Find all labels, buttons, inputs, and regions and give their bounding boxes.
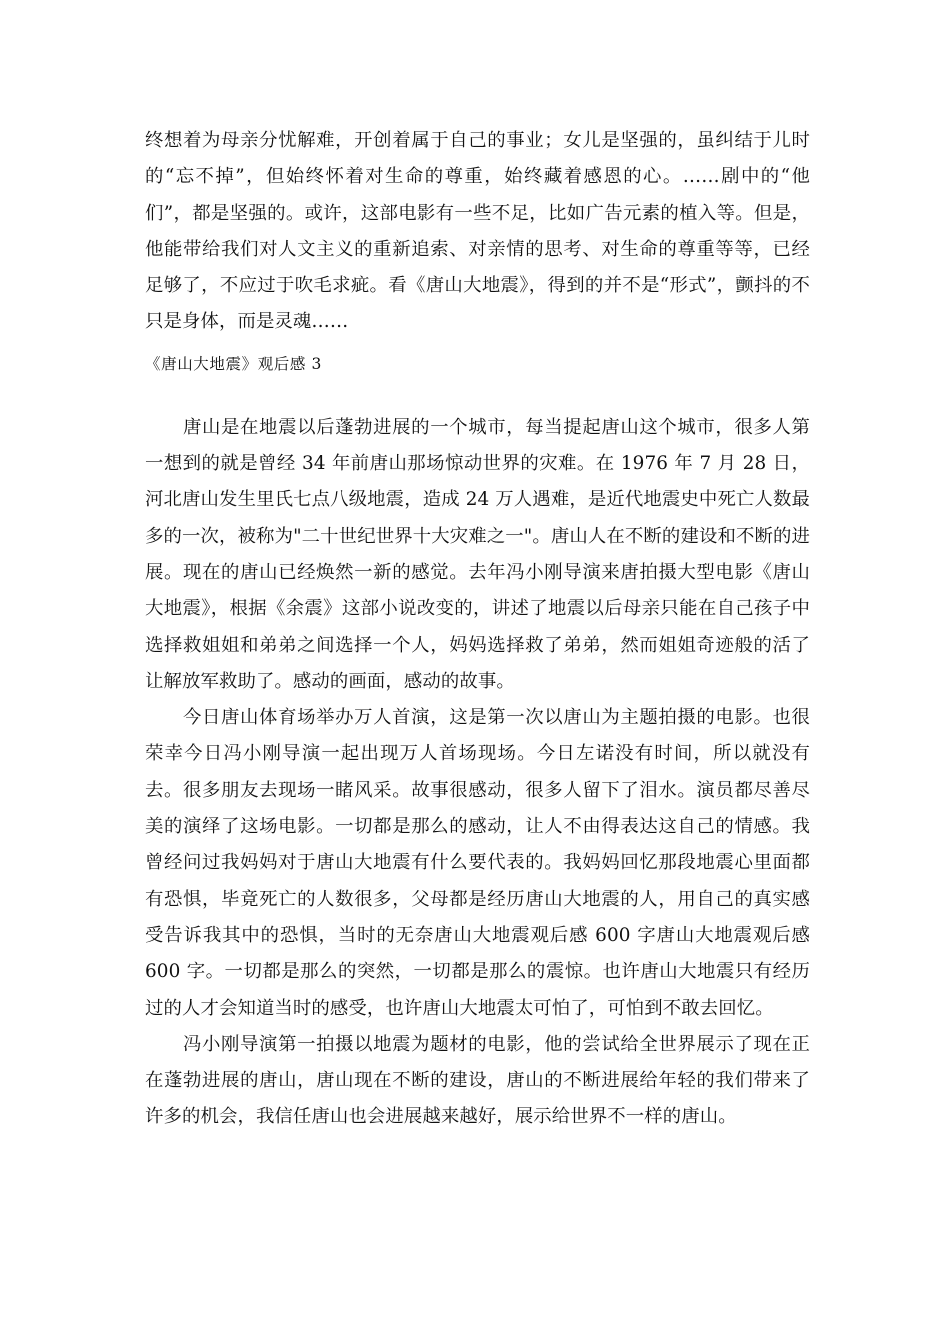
document-body [145,123,810,1136]
body-paragraph-1: 唐山是在地震以后蓬勃进展的一个城市，每当提起唐山这个城市，很多人第一想到的就是曾经 34 年前唐山那场惊动世界的灾难。在 1976 年 7 月 28 日，河北唐山发生里氏七点八级地震，造成 24 万人遇难，是近代地震史中死亡人数最多的一次，被称为"二十世纪世界十大灾难之一"。唐山人在不断的建设和不断的进展。现在的唐山已经焕然一新的感觉。去年冯小刚导演来唐拍摄大型电影《唐山大地震》，根据《余震》这部小说改变的，讲述了地震以后母亲只能在自己孩子中选择救姐姐和弟弟之间选择一个人，妈妈选择救了弟弟，然而姐姐奇迹般的活了让解放军救助了。感动的画面，感动的故事。 [145,416,810,692]
intro-paragraph: 终想着为母亲分忧解难，开创着属于自己的事业；女儿是坚强的，虽纠结于儿时的“忘不掉”，但始终怀着对生命的尊重，始终藏着感恩的心。……剧中的“他们”，都是坚强的。或许，这部电影有一些不足，比如广告元素的植入等。但是，他能带给我们对人文主义的重新追索、对亲情的思考、对生命的尊重等等，已经足够了，不应过于吹毛求疵。看《唐山大地震》，得到的并不是“形式”，颤抖的不只是身体，而是灵魂…… [145,130,810,333]
body-paragraph-2: 今日唐山体育场举办万人首演，这是第一次以唐山为主题拍摄的电影。也很荣幸今日冯小刚导演一起出现万人首场现场。今日左诺没有时间，所以就没有去。很多朋友去现场一睹风采。故事很感动，很多人留下了泪水。演员都尽善尽美的演绎了这场电影。一切都是那么的感动，让人不由得表达这自己的情感。我曾经问过我妈妈对于唐山大地震有什么要代表的。我妈妈回忆那段地震心里面都有恐惧，毕竟死亡的人数很多，父母都是经历唐山大地震的人，用自己的真实感受告诉我其中的恐惧，当时的无奈唐山大地震观后感 600 字唐山大地震观后感 600 字。一切都是那么的突然，一切都是那么的震惊。也许唐山大地震只有经历过的人才会知道当时的感受，也许唐山大地震太可怕了，可怕到不敢去回忆。 [145,707,810,1019]
body-paragraph-3: 冯小刚导演第一拍摄以地震为题材的电影，他的尝试给全世界展示了现在正在蓬勃进展的唐山，唐山现在不断的建设，唐山的不断进展给年轻的我们带来了许多的机会，我信任唐山也会进展越来越好，展示给世界不一样的唐山。 [145,1033,810,1128]
section-heading: 《唐山大地震》观后感 3 [145,354,322,373]
